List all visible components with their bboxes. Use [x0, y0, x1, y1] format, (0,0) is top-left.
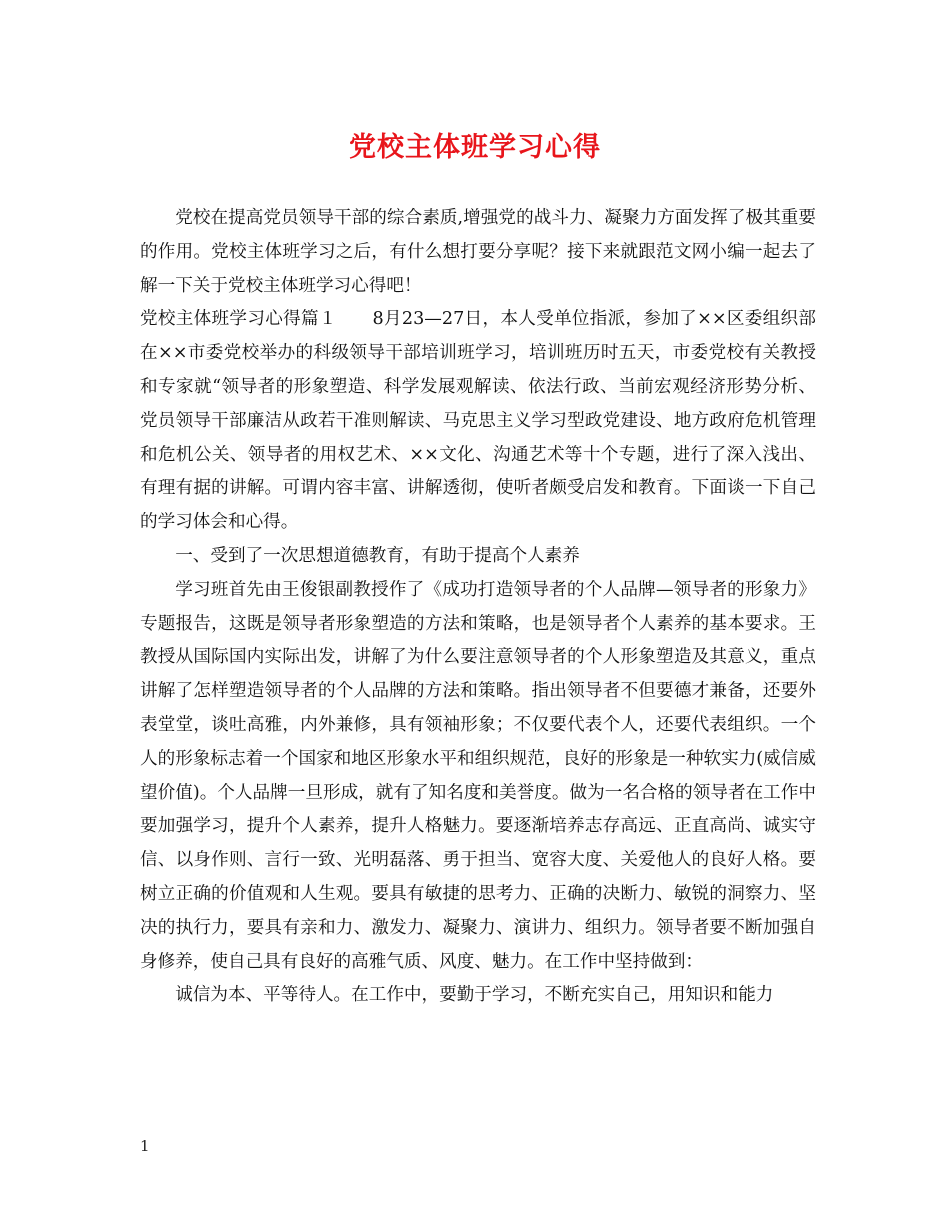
section-heading: 一、受到了一次思想道德教育，有助于提高个人素养	[175, 545, 580, 566]
document-title: 党校主体班学习心得	[349, 132, 601, 163]
document-body	[140, 202, 816, 1013]
intro-paragraph: 党校在提高党员领导干部的综合素质,增强党的战斗力、凝聚力方面发挥了极其重要的作用。党校主体班学习之后，有什么想打要分享呢？接下来就跟范文网小编一起去了解一下关于党校主体班学习心得吧！	[140, 208, 816, 296]
article-paragraph: 党校主体班学习心得篇１ 8月23—27日，本人受单位指派，参加了××区委组织部在××市委党校举办的科级领导干部培训班学习，培训班历时五天，市委党校有关教授和专家就“领导者的形象塑造、科学发展观解读、依法行政、当前宏观经济形势分析、党员领导干部廉洁从政若干准则解读、马克思主义学习型政党建设、地方政府危机管理和危机公关、领导者的用权艺术、××文化、沟通艺术等十个专题，进行了深入浅出、有理有据的讲解。可谓内容丰富、讲解透彻，使听者颇受启发和教育。下面谈一下自己的学习体会和心得。	[140, 309, 816, 533]
section-body-paragraph: 学习班首先由王俊银副教授作了《成功打造领导者的个人品牌—领导者的形象力》专题报告，这既是领导者形象塑造的方法和策略，也是领导者个人素养的基本要求。王教授从国际国内实际出发，讲解了为什么要注意领导者的个人形象塑造及其意义，重点讲解了怎样塑造领导者的个人品牌的方法和策略。指出领导者不但要德才兼备，还要外表堂堂，谈吐高雅，内外兼修，具有领袖形象；不仅要代表个人，还要代表组织。一个人的形象标志着一个国家和地区形象水平和组织规范，良好的形象是一种软实力(威信威望价值)。个人品牌一旦形成，就有了知名度和美誉度。做为一名合格的领导者在工作中要加强学习，提升个人素养，提升人格魅力。要逐渐培养志存高远、正直高尚、诚实守信、以身作则、言行一致、光明磊落、勇于担当、宽容大度、关爱他人的良好人格。要树立正确的价值观和人生观。要具有敏捷的思考力、正确的决断力、敏锐的洞察力、坚决的执行力，要具有亲和力、激发力、凝聚力、演讲力、组织力。领导者要不断加强自身修养，使自己具有良好的高雅气质、风度、魅力。在工作中坚持做到：	[140, 579, 816, 972]
page-number: 1	[140, 1137, 150, 1155]
section-point-paragraph: 诚信为本、平等待人。在工作中，要勤于学习，不断充实自己，用知识和能力	[175, 985, 774, 1006]
